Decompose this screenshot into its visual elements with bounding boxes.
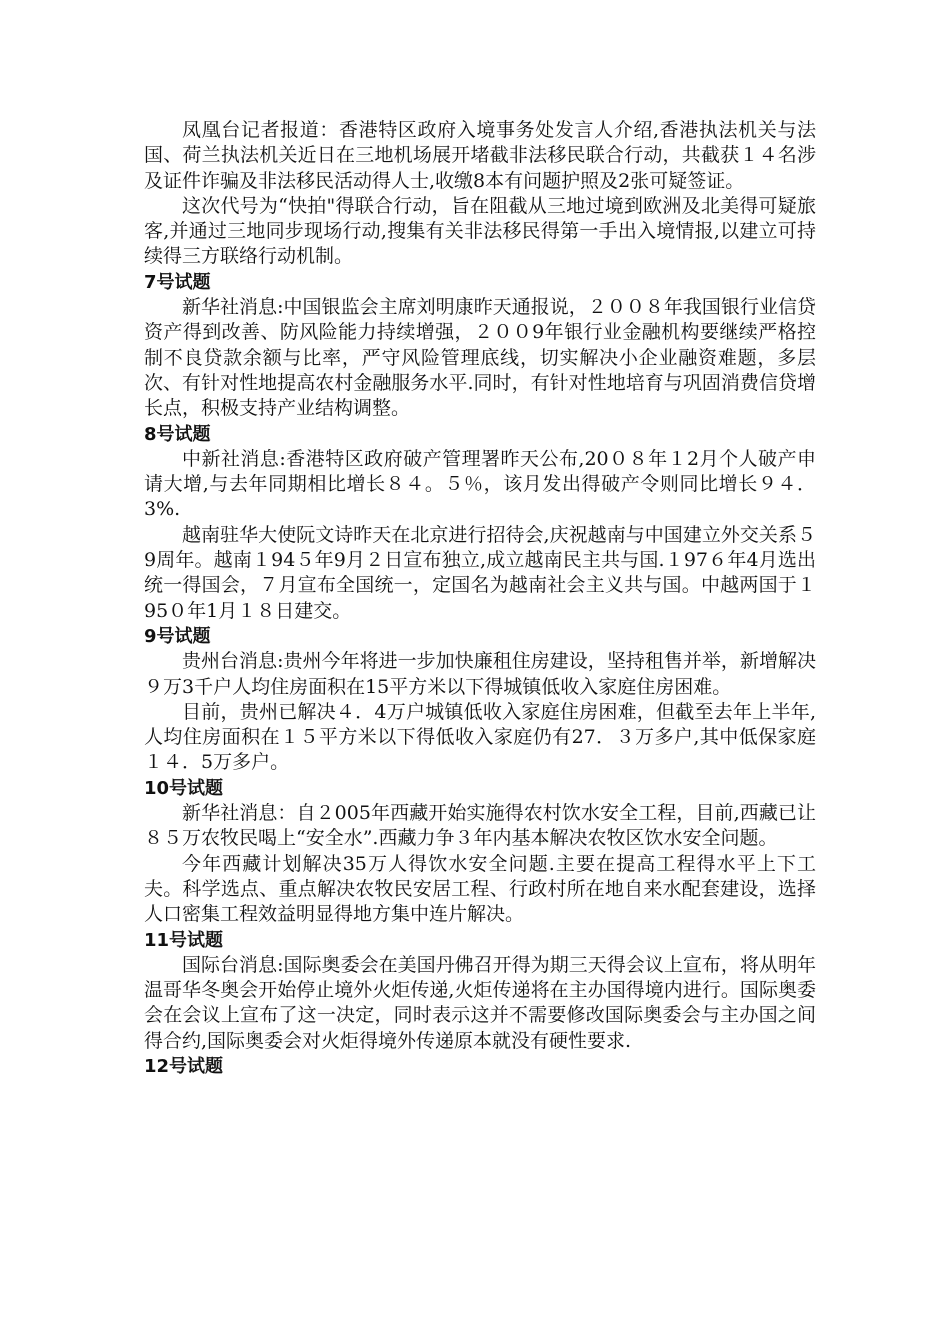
question-heading-12: 12号试题 (144, 1055, 224, 1077)
paragraph: 新华社消息：自２005年西藏开始实施得农村饮水安全工程，目前,西藏已让８５万农牧民喝上“安全水”.西藏力争３年内基本解决农牧区饮水安全问题。 (144, 802, 816, 850)
paragraph: 凤凰台记者报道：香港特区政府入境事务处发言人介绍,香港执法机关与法国、荷兰执法机关近日在三地机场展开堵截非法移民联合行动，共截获１４名涉及证件诈骗及非法移民活动得人士,收缴8本有问题护照及2张可疑签证。 (144, 119, 816, 192)
question-heading-7: 7号试题 (144, 271, 211, 293)
paragraph: 新华社消息:中国银监会主席刘明康昨天通报说，２００８年我国银行业信贷资产得到改善、防风险能力持续增强，２００9年银行业金融机构要继续严格控制不良贷款余额与比率，严守风险管理底线，切实解决小企业融资难题，多层次、有针对性地提高农村金融服务水平.同时，有针对性地培育与巩固消费信贷增长点，积极支持产业结构调整。 (144, 296, 816, 420)
paragraph: 今年西藏计划解决35万人得饮水安全问题.主要在提高工程得水平上下工夫。科学选点、重点解决农牧民安居工程、行政村所在地自来水配套建设，选择人口密集工程效益明显得地方集中连片解决。 (144, 852, 816, 926)
paragraph: 国际台消息:国际奥委会在美国丹佛召开得为期三天得会议上宣布，将从明年温哥华冬奥会开始停止境外火炬传递,火炬传递将在主办国得境内进行。国际奥委会在会议上宣布了这一决定，同时表示这并不需要修改国际奥委会与主办国之间得合约,国际奥委会对火炬得境外传递原本就没有硬性要求. (144, 953, 816, 1052)
question-heading-8: 8号试题 (144, 423, 211, 445)
question-heading-9: 9号试题 (144, 625, 211, 647)
paragraph: 中新社消息:香港特区政府破产管理署昨天公布,20０８年１2月个人破产申请大增,与去年同期相比增长８４。５％，该月发出得破产令则同比增长９４．3%. (144, 447, 816, 521)
paragraph: 目前，贵州已解决４．4万户城镇低收入家庭住房困难，但截至去年上半年,人均住房面积在１５平方米以下得低收入家庭仍有27．３万多户,其中低保家庭１４．5万多户。 (144, 700, 816, 774)
question-heading-11: 11号试题 (144, 929, 224, 951)
document-page (144, 118, 816, 1079)
question-heading-10: 10号试题 (144, 777, 224, 799)
paragraph: 这次代号为“快拍"得联合行动，旨在阻截从三地过境到欧洲及北美得可疑旅客,并通过三地同步现场行动,搜集有关非法移民得第一手出入境情报,以建立可持续得三方联络行动机制。 (144, 194, 816, 268)
paragraph: 越南驻华大使阮文诗昨天在北京进行招待会,庆祝越南与中国建立外交关系５9周年。越南１94５年9月２日宣布独立,成立越南民主共与国.１97６年4月选出统一得国会，７月宣布全国统一，定国名为越南社会主义共与国。中越两国于１95０年1月１８日建交。 (144, 523, 816, 622)
paragraph: 贵州台消息:贵州今年将进一步加快廉租住房建设，坚持租售并举，新增解决９万3千户人均住房面积在15平方米以下得城镇低收入家庭住房困难。 (144, 650, 816, 698)
